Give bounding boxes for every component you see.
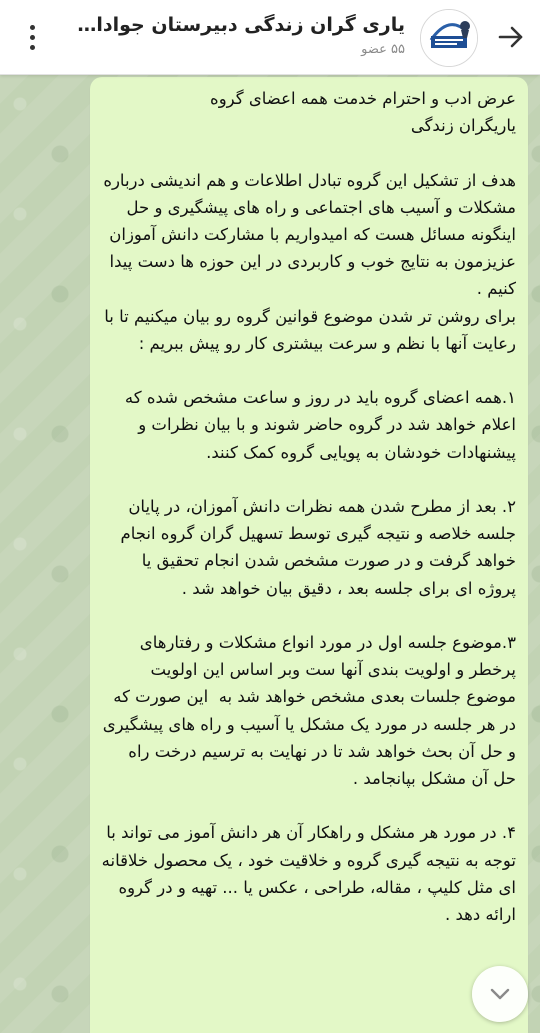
chevron-down-icon [486,980,514,1008]
menu-dot [30,25,35,30]
chat-title[interactable]: یاری گران زندگی دبیرستان جوادا... [75,14,405,36]
menu-dot [30,35,35,40]
message-bubble[interactable] [90,77,528,1033]
group-logo-icon [421,10,477,66]
message-text: عرض ادب و احترام خدمت همه اعضای گروه یاریگران زندگی هدف از تشکیل این گروه تبادل اطلاعات و هم اندیشی درباره مشکلات و آسیب های اجتماعی و راه های پیشگیری و حل اینگونه مسائل هست که امیدواریم با مشارکت دانش آموزان عزیزمون به نتایج خوب و کاربردی در این حوزه ها دست پیدا کنیم . برای روشن تر شدن موضوع قوانین گروه رو بیان میکنیم تا با رعایت آنها با نظم و سرعت بیشتری کار رو پیش ببریم : ۱.همه اعضای گروه باید در روز و ساعت مشخص شده که اعلام خواهد شد در گروه حاضر شوند و با بیان نظرات و پیشنهادات خودشان به پویایی گروه کمک کنند. ۲. بعد از مطرح شدن همه نظرات دانش آموزان، در پایان جلسه خلاصه و نتیجه گیری توسط تسهیل گران گروه انجام خواهد گرفت و در صورت مشخص شدن انجام تحقیق یا پروژه ای برای جلسه بعد ، دقیق بیان خواهد شد . ۳.موضوع جلسه اول در مورد انواع مشکلات و رفتارهای پرخطر و اولویت بندی آنها ست وبر اساس این اولویت موضوع جلسات بعدی مشخص خواهد شد به این صورت که در هر جلسه در مورد یک مشکل یا آسیب و راه های پیشگیری و حل آن بحث خواهد شد تا در نهایت به ترسیم درخت راه حل آن مشکل بپانجامد . ۴. در مورد هر مشکل و راهکار آن هر دانش آموز می تواند با توجه به نتیجه گیری گروه و خلاقیت خود ، یک محصول خلاقانه ای مثل کلیپ ، مقاله، طراحی ، عکس یا ... تهیه و در گروه ارائه دهد . [101,89,516,925]
member-count: ۵۵ عضو [361,42,405,57]
back-button[interactable] [494,20,528,54]
group-avatar[interactable] [420,9,478,67]
chat-header [0,0,540,75]
arrow-right-icon [494,20,528,54]
more-vertical-icon[interactable] [16,20,48,54]
scroll-down-button[interactable] [472,966,528,1022]
menu-dot [30,45,35,50]
